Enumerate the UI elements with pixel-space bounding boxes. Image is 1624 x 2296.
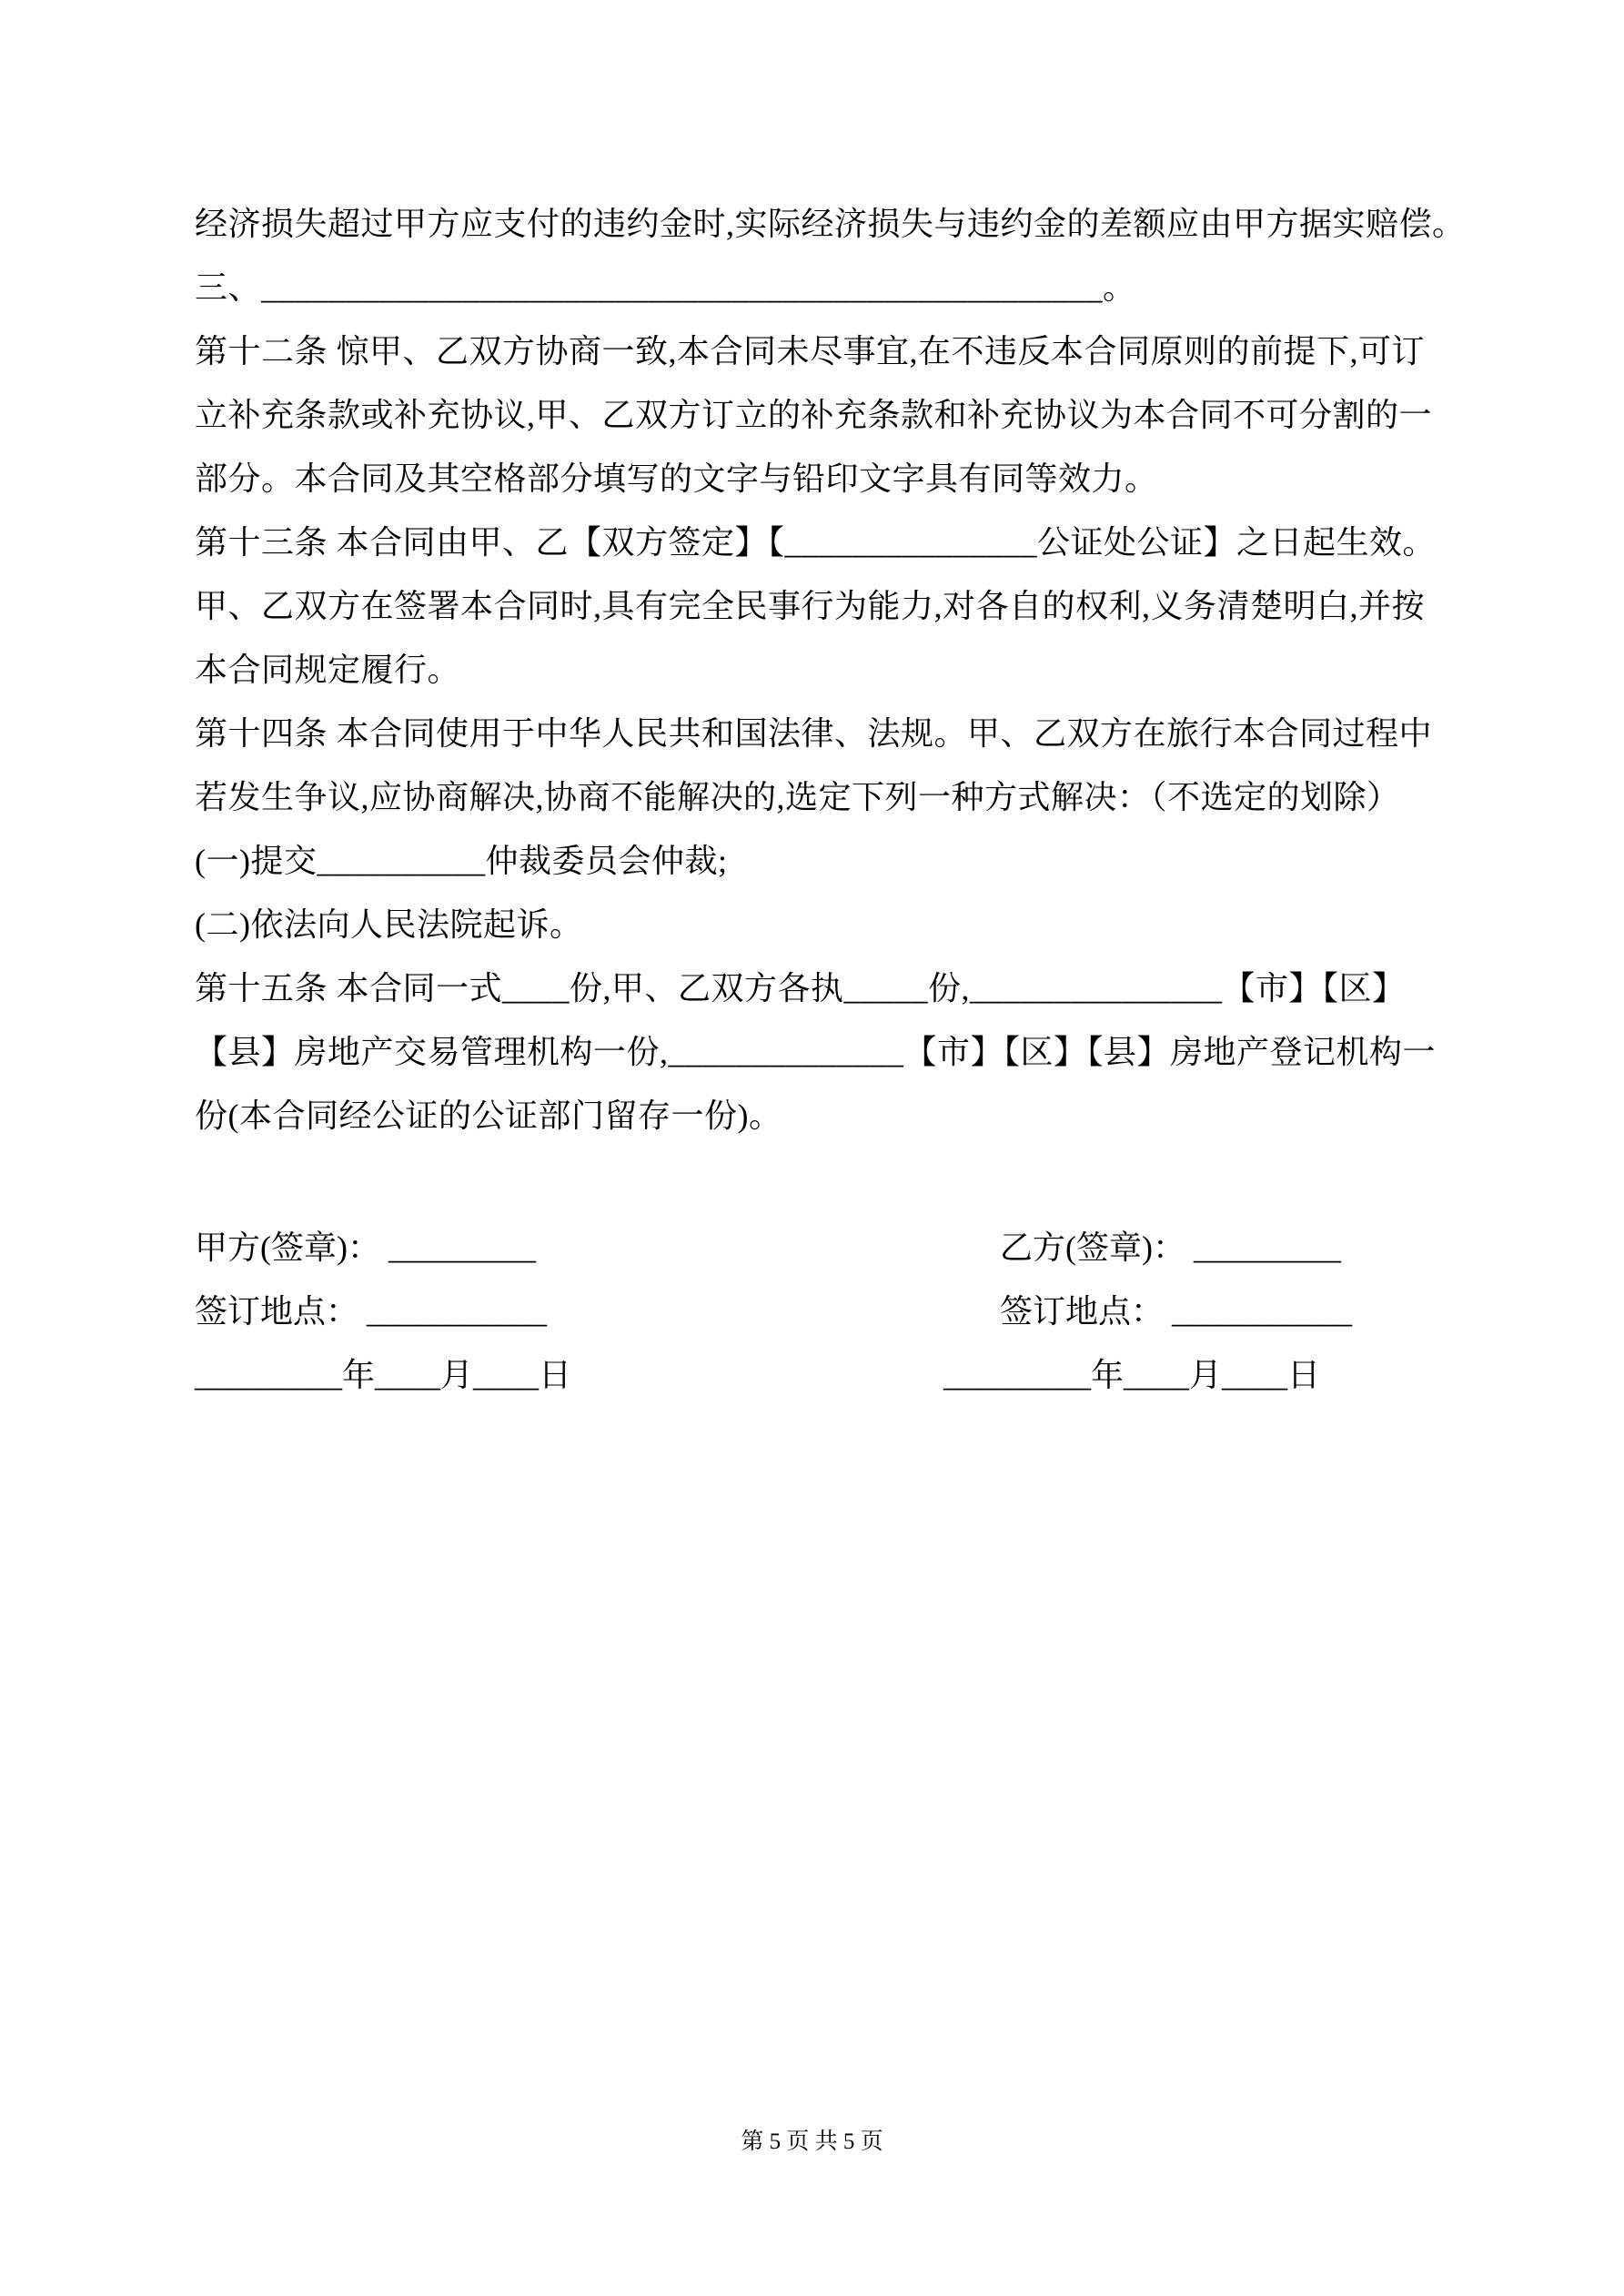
party-a-seal-cell (195, 1216, 1000, 1279)
party-a-date-line: _________年____月____日 (195, 1357, 571, 1393)
signature-date-row (195, 1343, 1559, 1407)
page-footer (0, 2119, 1624, 2165)
body-line: 经济损失超过甲方应支付的违约金时,实际经济损失与违约金的差额应由甲方据实赔偿。 (195, 206, 1466, 242)
party-b-place-blank: ___________ (1164, 1293, 1353, 1330)
page-number-indicator: 第 5 页 共 5 页 (741, 2129, 883, 2154)
party-b-seal-blank: _________ (1185, 1229, 1341, 1266)
party-b-place-cell (1000, 1279, 1352, 1343)
body-line: 立补充条款或补充协议,甲、乙双方订立的补充条款和补充协议为本合同不可分割的一 (195, 397, 1433, 433)
party-a-place-label: 签订地点： (195, 1293, 359, 1330)
signature-seal-row (195, 1216, 1559, 1279)
body-line: 第十三条 本合同由甲、乙【双方签定】【_______________公证处公证】之日起生效。 (195, 524, 1437, 561)
party-a-date-cell (195, 1343, 943, 1407)
party-b-date-line: _________年____月____日 (943, 1357, 1320, 1393)
party-a-seal-label: 甲方(签章)： (195, 1229, 380, 1266)
body-line: (二)依法向人民法院起诉。 (195, 906, 583, 943)
body-line: 若发生争议,应协商解决,协商不能解决的,选定下列一种方式解决：（不选定的划除） (195, 779, 1400, 815)
body-line: 第十五条 本合同一式____份,甲、乙双方各执_____份,_______________【市】【区】 (195, 970, 1406, 1006)
party-a-place-blank: ___________ (358, 1293, 548, 1330)
party-a-seal-blank: _________ (379, 1229, 536, 1266)
signature-place-row (195, 1279, 1559, 1343)
body-line: (一)提交__________仲裁委员会仲裁; (195, 843, 728, 879)
contract-body-text (195, 192, 1487, 1148)
party-b-place-label: 签订地点： (1000, 1293, 1165, 1330)
body-line: 份(本合同经公证的公证部门留存一份)。 (195, 1097, 782, 1134)
party-b-seal-cell (1000, 1216, 1341, 1279)
party-a-place-cell (195, 1279, 1000, 1343)
body-line: 第十二条 惊甲、乙双方协商一致,本合同未尽事宜,在不违反本合同原则的前提下,可订 (195, 333, 1426, 369)
body-line: 三、__________________________________________________。 (195, 269, 1136, 306)
signature-block (195, 1216, 1559, 1407)
body-line: 【县】房地产交易管理机构一份,______________【市】【区】【县】房地产登记机构一 (195, 1034, 1437, 1070)
party-b-date-cell (943, 1343, 1320, 1407)
body-line: 部分。本合同及其空格部分填写的文字与铅印文字具有同等效力。 (195, 460, 1158, 497)
party-b-seal-label: 乙方(签章)： (1000, 1229, 1185, 1266)
body-line: 甲、乙双方在签署本合同时,具有完全民事行为能力,对各自的权利,义务清楚明白,并按 (195, 588, 1426, 624)
body-line: 本合同规定履行。 (195, 652, 461, 688)
body-line: 第十四条 本合同使用于中华人民共和国法律、法规。甲、乙双方在旅行本合同过程中 (195, 715, 1433, 752)
